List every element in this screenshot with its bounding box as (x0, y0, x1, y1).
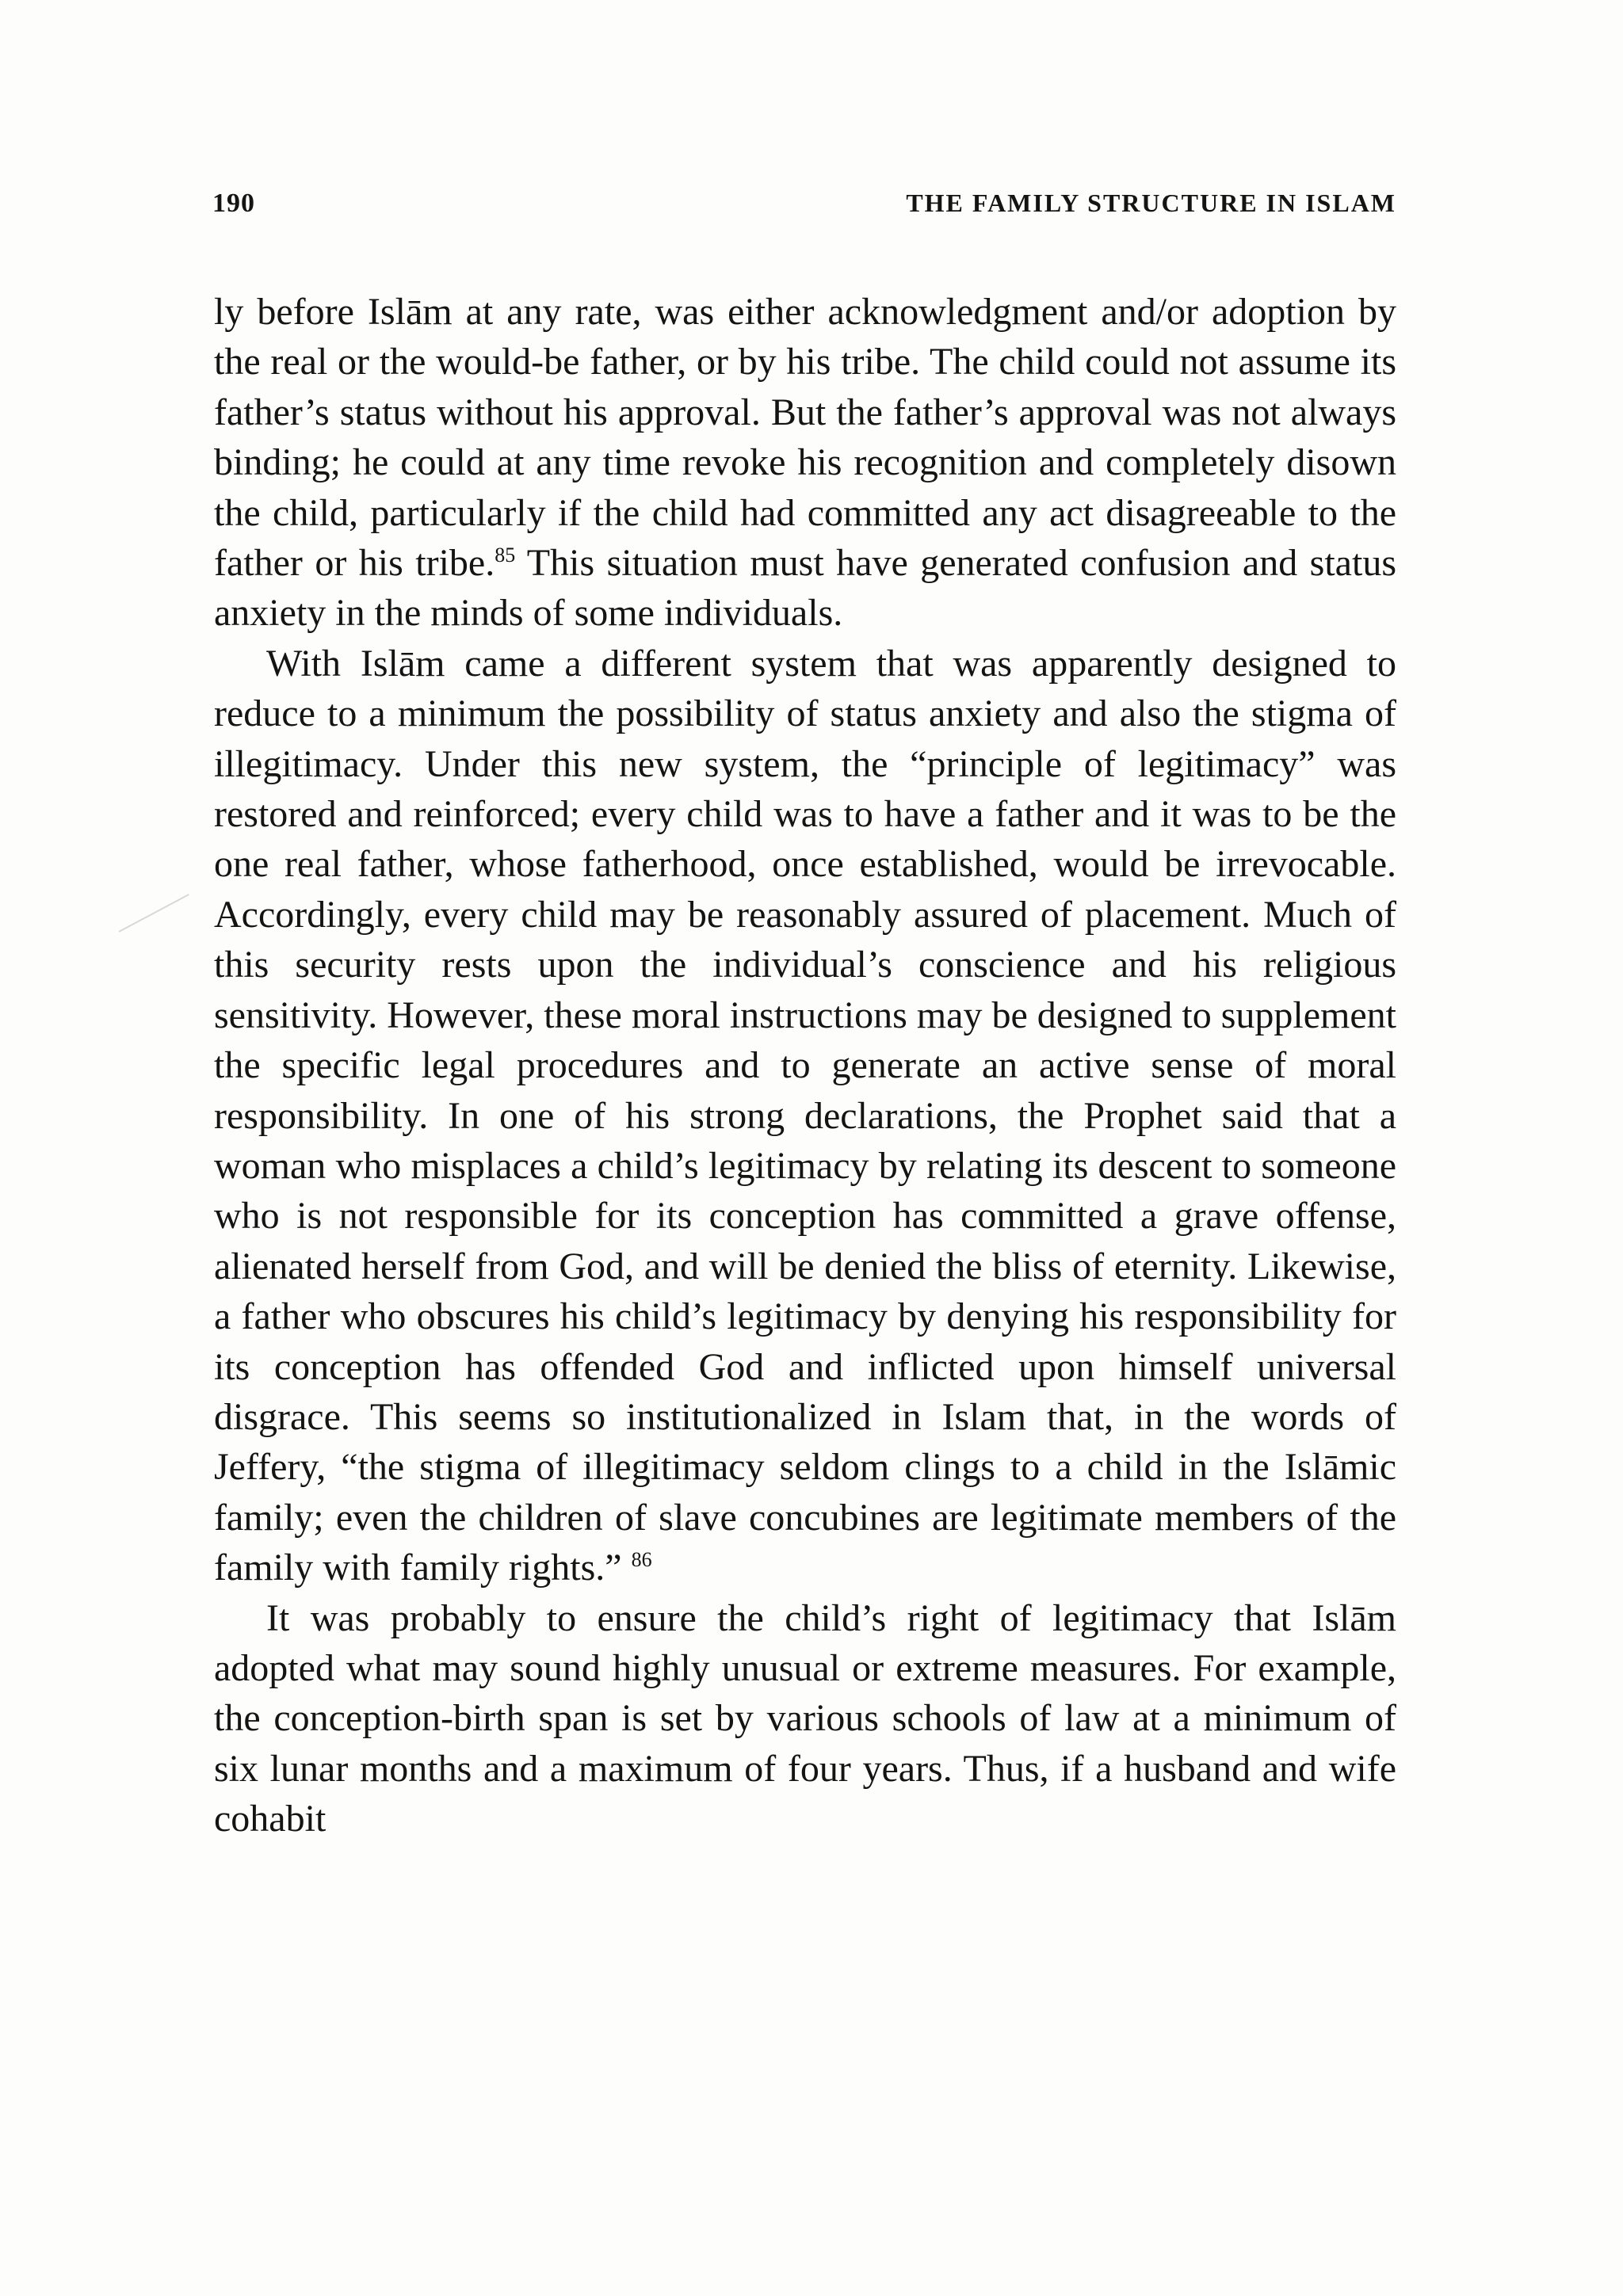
paragraph-3 (214, 1593, 1396, 1844)
page-header (212, 189, 1396, 228)
paragraph-2 (214, 639, 1396, 1593)
footnote-ref: 85 (495, 543, 516, 567)
body-text (214, 287, 1396, 1844)
page-number: 190 (212, 189, 255, 218)
paragraph-text: This situation must have generated confusion and status anxiety in the minds of some individuals. (214, 542, 1397, 635)
paragraph-text: ly before Islām at any rate, was either acknowledgment and/or adoption by the real or the would-be father, or by his tribe. The child could not assume its father’s status without his approval. But the father’s approval was not always binding; he could at any time revoke his recognition and completely disown the child, particularly if the child had committed any act disagreeable to the father or his tribe. (214, 291, 1396, 585)
paragraph-text: It was probably to ensure the child’s right of legitimacy that Islām adopted what may sound highly unusual or extreme measures. For example, the conception-birth span is set by various schools of law at a minimum of six lunar months and a maximum of four years. Thus, if a husband and wife cohabit (214, 1596, 1396, 1840)
paragraph-1 (214, 287, 1396, 639)
paragraph-text: With Islām came a different system that was apparently designed to reduce to a minimum the possibility of status anxiety and also the stigma of illegitimacy. Under this new system, the “principle of legitimacy” was restored and reinforced; every child was to have a father and it was to be the one real father, whose fatherhood, once established, would be irrevocable. Accordingly, every child may be reasonably assured of placement. Much of this security rests upon the individual’s conscience and his religious sensitivity. However, these moral instructions may be designed to supplement the specific legal procedures and to generate an active sense of moral responsibility. In one of his strong declarations, the Prophet said that a woman who misplaces a child’s legitimacy by relating its descent to someone who is not responsible for its conception has committed a grave offense, alienated herself from God, and will be denied the bliss of eternity. Likewise, a father who obscures his child’s legitimacy by denying his responsibility for its conception has offended God and inflicted upon himself universal disgrace. This seems so institutionalized in Islam that, in the words of Jeffery, “the stigma of illegitimacy seldom clings to a child in the Islāmic family; even the children of slave concubines are legitimate members of the family with family rights.” (214, 642, 1397, 1589)
scan-mark (119, 894, 189, 933)
footnote-ref: 86 (631, 1548, 652, 1572)
running-head: THE FAMILY STRUCTURE IN ISLAM (906, 189, 1396, 217)
